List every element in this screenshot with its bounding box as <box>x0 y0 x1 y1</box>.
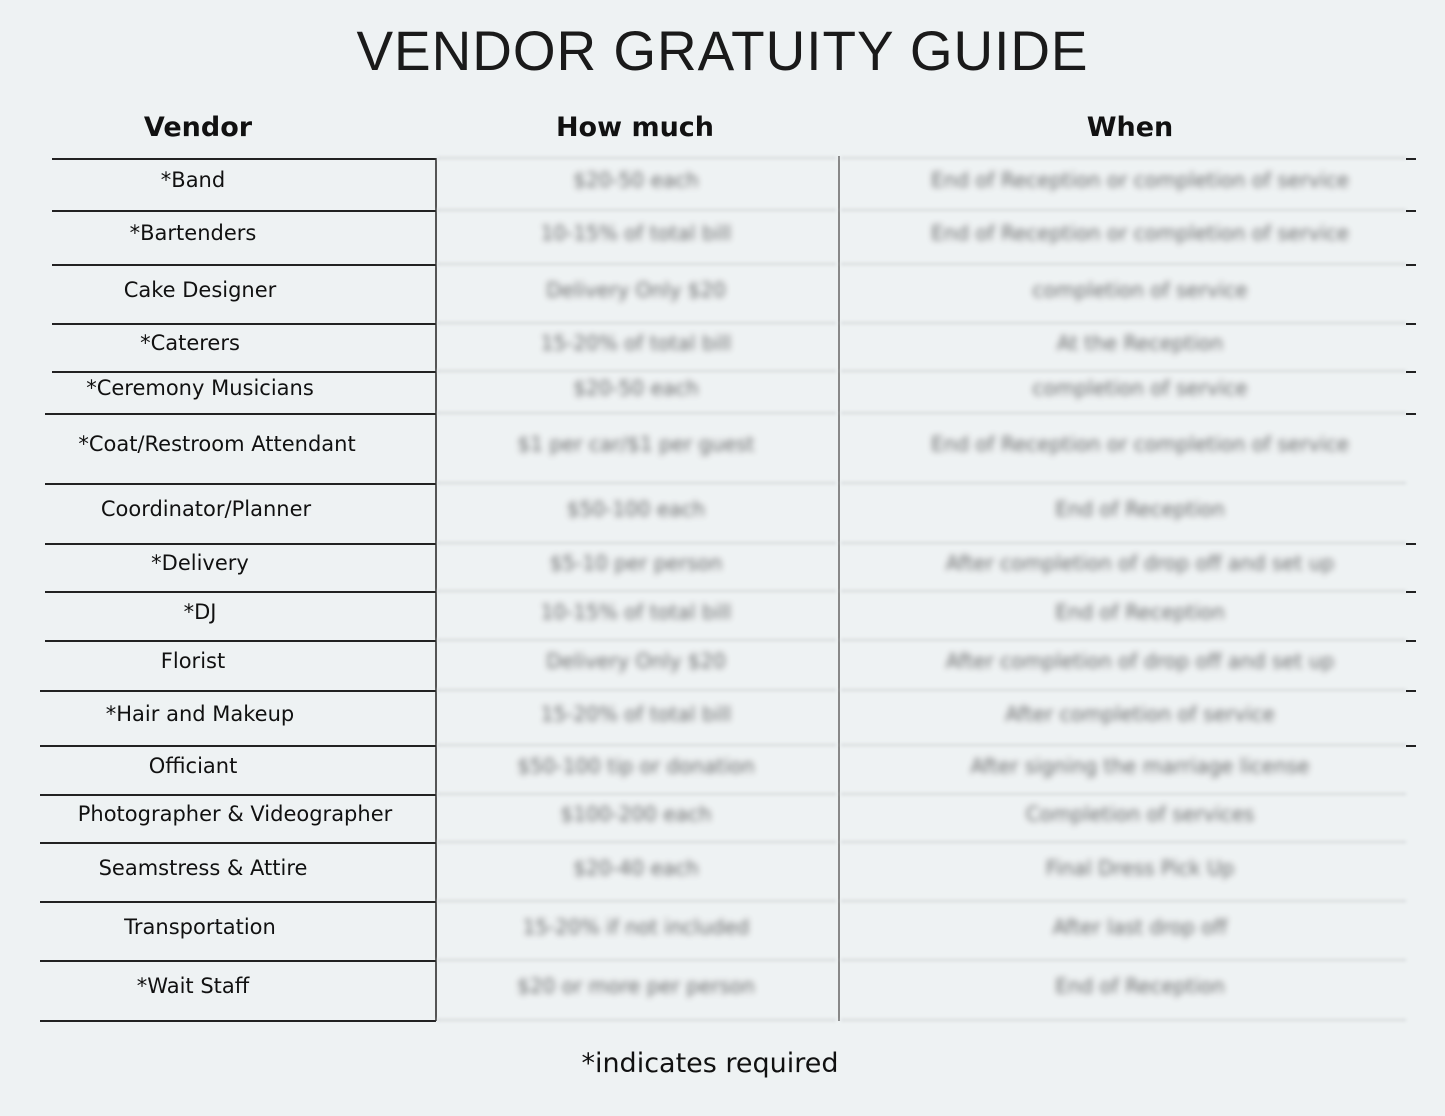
when-cell: End of Reception <box>1055 599 1225 624</box>
row-divider <box>45 483 436 485</box>
row-divider <box>437 900 836 902</box>
how-much-cell: $20-50 each <box>573 376 699 400</box>
row-tick <box>1406 640 1416 642</box>
how-much-cell: $20-40 each <box>573 855 699 880</box>
vendor-cell: *Hair and Makeup <box>105 701 295 726</box>
how-much-cell: $20 or more per person <box>517 974 755 998</box>
row-divider <box>437 263 836 265</box>
row-divider <box>437 412 836 414</box>
row-divider <box>52 158 436 160</box>
how-much-cell: $20-50 each <box>573 168 699 192</box>
column-header-vendor: Vendor <box>143 112 253 143</box>
vendor-cell: Florist <box>160 649 226 673</box>
column-header-when: When <box>1086 112 1174 143</box>
row-divider <box>40 690 436 692</box>
row-divider <box>841 590 1406 592</box>
row-divider <box>437 639 836 641</box>
row-divider <box>40 794 436 796</box>
vendor-cell: *Caterers <box>140 331 240 355</box>
when-cell: End of Reception <box>1055 974 1225 998</box>
row-divider <box>841 263 1406 265</box>
row-tick <box>1406 690 1416 692</box>
row-divider <box>437 370 836 372</box>
page-title: VENDOR GRATUITY GUIDE <box>356 19 1089 82</box>
when-cell: Completion of services <box>1025 802 1255 826</box>
vendor-cell: *Bartenders <box>129 221 257 245</box>
when-cell: completion of service <box>1032 376 1248 400</box>
row-tick <box>1406 158 1416 160</box>
how-much-cell: $5-10 per person <box>549 551 723 575</box>
row-divider <box>45 591 436 593</box>
row-divider <box>841 744 1406 746</box>
vendor-cell: *Wait Staff <box>136 974 250 998</box>
row-tick <box>1406 745 1416 747</box>
row-divider <box>40 745 436 747</box>
row-divider <box>841 841 1406 843</box>
row-divider <box>841 639 1406 641</box>
row-tick <box>1406 591 1416 593</box>
vendor-cell: *Coat/Restroom Attendant <box>78 432 356 456</box>
row-divider <box>52 371 436 373</box>
how-much-cell: $50-100 tip or donation <box>517 753 755 778</box>
when-cell: Final Dress Pick Up <box>1045 855 1235 880</box>
how-much-cell: Delivery Only $20 <box>546 277 726 302</box>
footer-note: *indicates required <box>581 1048 839 1079</box>
row-divider <box>437 1019 836 1021</box>
vendor-cell: *Delivery <box>151 551 249 575</box>
how-much-cell: $100-200 each <box>560 802 712 826</box>
how-much-cell: 15-20% if not included <box>522 914 750 939</box>
vendor-cell: Cake Designer <box>123 277 277 302</box>
row-divider <box>437 322 836 324</box>
row-divider <box>52 323 436 325</box>
when-cell: End of Reception <box>1055 497 1225 521</box>
row-divider <box>437 482 836 484</box>
row-divider <box>437 590 836 592</box>
row-divider <box>40 901 436 903</box>
how-much-cell: 15-20% of total bill <box>540 331 732 355</box>
when-cell: End of Reception or completion of service <box>931 221 1349 245</box>
row-divider <box>40 842 436 844</box>
row-divider <box>40 1020 436 1022</box>
row-divider <box>841 209 1406 211</box>
row-divider <box>45 543 436 545</box>
row-divider <box>437 841 836 843</box>
how-much-cell: Delivery Only $20 <box>546 649 726 673</box>
when-cell: End of Reception or completion of service <box>931 168 1349 192</box>
vendor-cell: Seamstress & Attire <box>98 855 308 880</box>
row-tick <box>1406 413 1416 415</box>
row-divider <box>45 640 436 642</box>
row-divider <box>841 542 1406 544</box>
how-much-cell: 15-20% of total bill <box>540 701 732 726</box>
row-tick <box>1406 264 1416 266</box>
vendor-cell: Transportation <box>124 914 276 939</box>
row-divider <box>841 157 1406 159</box>
row-divider <box>52 210 436 212</box>
how-much-cell: 10-15% of total bill <box>540 221 732 245</box>
row-divider <box>437 542 836 544</box>
when-cell: At the Reception <box>1056 331 1224 355</box>
when-cell: After last drop off <box>1052 914 1228 939</box>
when-cell: After completion of service <box>1005 701 1275 726</box>
vendor-cell: *Band <box>160 168 226 192</box>
when-cell: After completion of drop off and set up <box>945 649 1335 673</box>
how-much-cell: $50-100 each <box>566 497 706 521</box>
row-divider <box>841 793 1406 795</box>
row-tick <box>1406 323 1416 325</box>
row-divider <box>45 413 436 415</box>
row-divider <box>841 482 1406 484</box>
when-cell: End of Reception or completion of service <box>931 432 1349 456</box>
row-divider <box>841 900 1406 902</box>
row-divider <box>841 689 1406 691</box>
vendor-cell: Photographer & Videographer <box>77 802 393 826</box>
vendor-cell: Officiant <box>148 753 238 778</box>
row-divider <box>437 744 836 746</box>
vendor-cell: Coordinator/Planner <box>100 497 312 521</box>
vendor-cell: *DJ <box>183 599 217 624</box>
row-divider <box>841 412 1406 414</box>
when-cell: completion of service <box>1032 277 1248 302</box>
row-divider <box>437 157 836 159</box>
how-much-cell: $1 per car/$1 per guest <box>517 432 755 456</box>
when-cell: After signing the marriage license <box>970 753 1310 778</box>
how-much-cell: 10-15% of total bill <box>540 599 732 624</box>
row-tick <box>1406 210 1416 212</box>
when-cell: After completion of drop off and set up <box>945 551 1335 575</box>
row-divider <box>52 264 436 266</box>
row-divider <box>841 370 1406 372</box>
row-tick <box>1406 371 1416 373</box>
row-tick <box>1406 543 1416 545</box>
vendor-cell: *Ceremony Musicians <box>86 376 314 400</box>
column-divider <box>838 156 840 1021</box>
row-divider <box>40 960 436 962</box>
row-divider <box>841 959 1406 961</box>
row-divider <box>437 793 836 795</box>
row-divider <box>437 209 836 211</box>
row-divider <box>841 322 1406 324</box>
row-divider <box>437 689 836 691</box>
column-header-how-much: How much <box>555 112 715 143</box>
row-divider <box>841 1019 1406 1021</box>
row-divider <box>437 959 836 961</box>
